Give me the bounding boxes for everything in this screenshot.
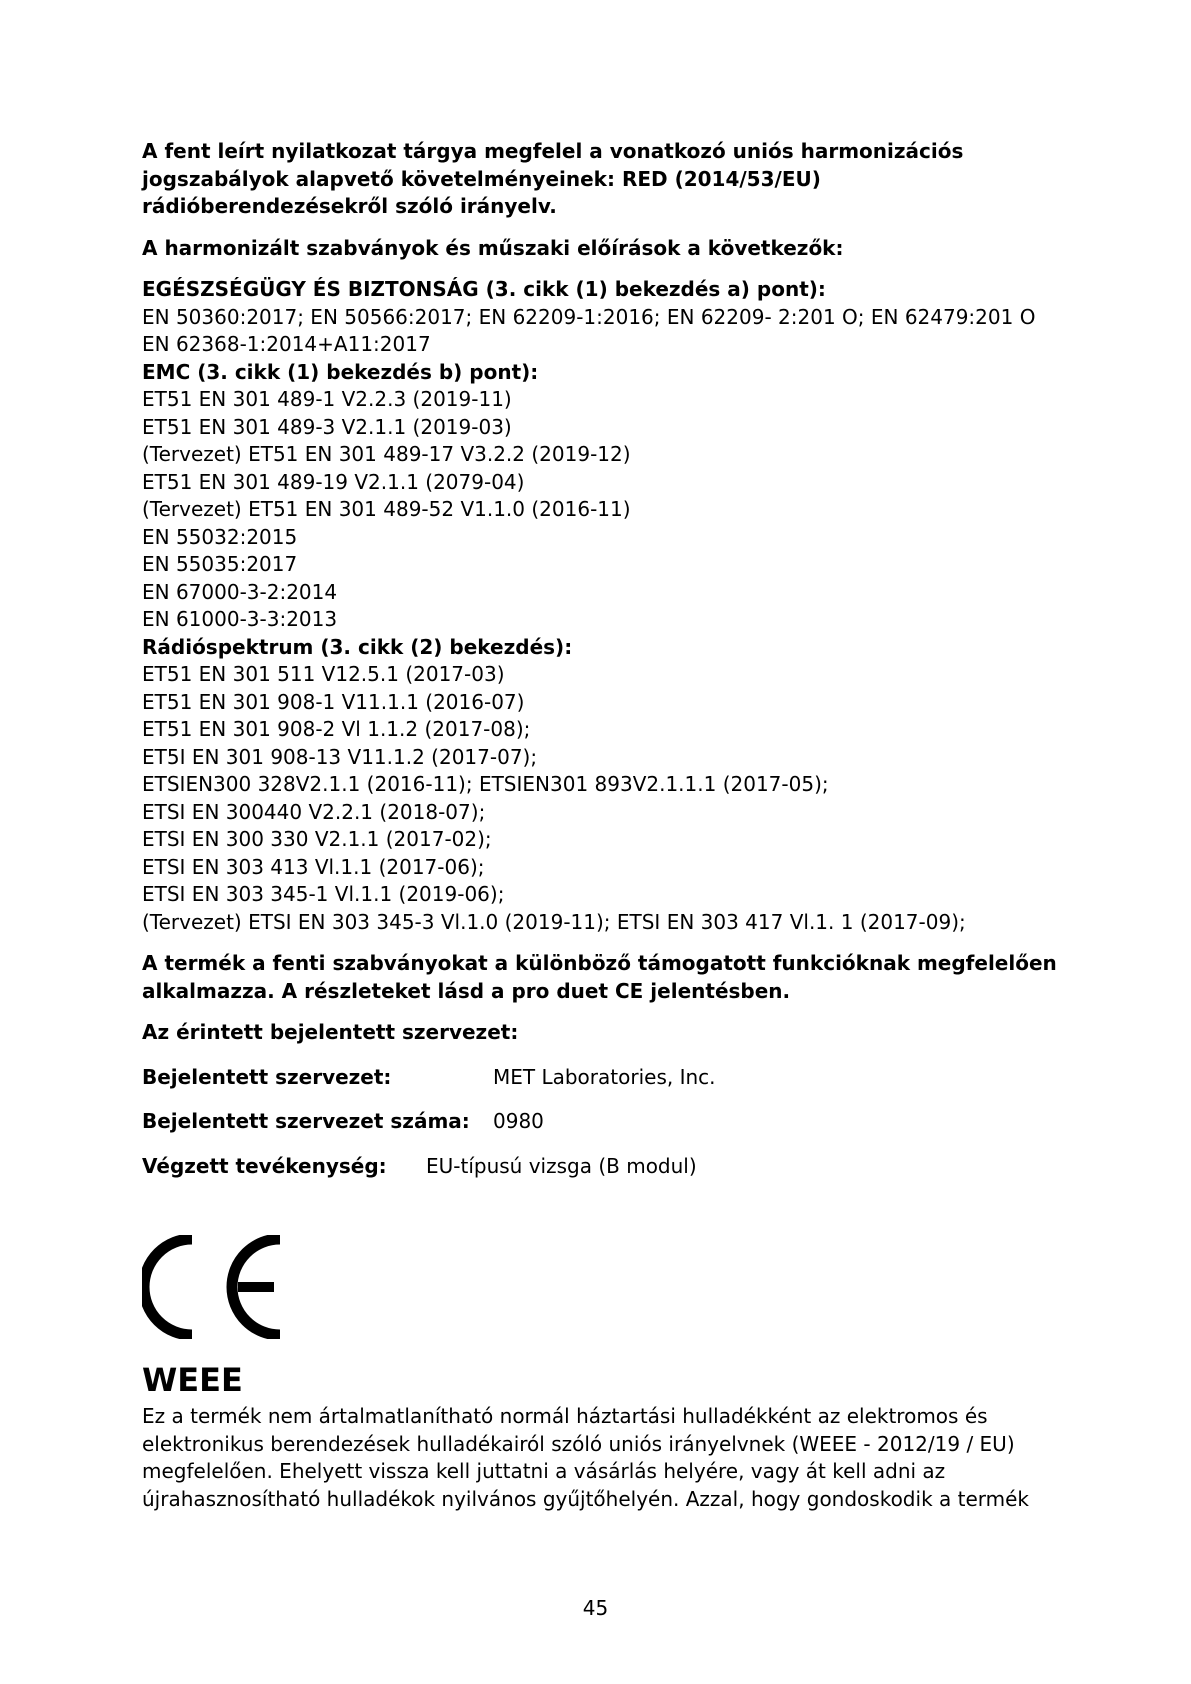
standard-line: ET51 EN 301 908-2 Vl 1.1.2 (2017-08); — [142, 717, 531, 741]
notified-number-value: 0980 — [493, 1109, 544, 1133]
radio-section — [142, 634, 1062, 937]
standard-line: ETSI EN 300 330 V2.1.1 (2017-02); — [142, 827, 492, 851]
notified-body-value: MET Laboratories, Inc. — [493, 1064, 716, 1089]
weee-line: megfelelően. Ehelyett vissza kell juttatni a vásárlás helyére, vagy át kell adni az — [142, 1459, 946, 1483]
standard-line: ETSIEN300 328V2.1.1 (2016-11); ETSIEN301 893V2.1.1.1 (2017-05); — [142, 772, 829, 796]
standard-line: ETSI EN 303 413 Vl.1.1 (2017-06); — [142, 854, 485, 879]
health-heading: EGÉSZSÉGÜGY ÉS BIZTONSÁG (3. cikk (1) bekezdés a) pont): — [142, 277, 826, 301]
weee-line: elektronikus berendezések hulladékairól szóló uniós irányelvnek (WEEE - 2012/19 / EU) — [142, 1431, 1015, 1456]
notified-body-label: Bejelentett szervezet: — [142, 1064, 392, 1089]
standard-line: EN 67000-3-2:2014 — [142, 579, 338, 604]
radio-heading: Rádióspektrum (3. cikk (2) bekezdés): — [142, 634, 573, 659]
intro-line: jogszabályok alapvető követelményeinek: RED (2014/53/EU) — [142, 166, 821, 191]
emc-section — [142, 359, 1062, 634]
standard-line: EN 50360:2017; EN 50566:2017; EN 62209-1:2016; EN 62209- 2:201 O; EN 62479:201 O — [142, 304, 1036, 329]
standard-line: ET51 EN 301 511 V12.5.1 (2017-03) — [142, 662, 505, 686]
standard-line: ETSI EN 300440 V2.2.1 (2018-07); — [142, 799, 486, 824]
standards-heading: A harmonizált szabványok és műszaki előírások a következők: — [142, 235, 844, 260]
weee-line: újrahasznosítható hulladékok nyilvános gyűjtőhelyén. Azzal, hogy gondoskodik a termék — [142, 1486, 1030, 1511]
health-section — [142, 276, 1062, 359]
notified-heading: Az érintett bejelentett szervezet: — [142, 1020, 519, 1044]
weee-section — [142, 1361, 1062, 1513]
standard-line: EN 55032:2015 — [142, 524, 298, 549]
applies-paragraph — [142, 950, 1062, 1005]
emc-heading: EMC (3. cikk (1) bekezdés b) pont): — [142, 359, 539, 384]
standard-line: ET51 EN 301 489-19 V2.1.1 (2079-04) — [142, 469, 525, 494]
intro-line: rádióberendezésekről szóló irányelv. — [142, 194, 557, 218]
notified-number-row — [142, 1108, 1062, 1136]
applies-line: A termék a fenti szabványokat a különböző támogatott funkcióknak megfelelően — [142, 951, 1057, 975]
ce-mark-icon — [142, 1235, 282, 1339]
standard-line: EN 61000-3-3:2013 — [142, 607, 338, 631]
standard-line: (Tervezet) ET51 EN 301 489-52 V1.1.0 (2016-11) — [142, 497, 631, 521]
standard-line: ET51 EN 301 489-3 V2.1.1 (2019-03) — [142, 414, 512, 439]
standard-line: (Tervezet) ET51 EN 301 489-17 V3.2.2 (2019-12) — [142, 442, 631, 466]
standard-line: EN 62368-1:2014+A11:2017 — [142, 332, 431, 356]
standard-line: ET51 EN 301 489-1 V2.2.3 (2019-11) — [142, 387, 512, 411]
standard-line: EN 55035:2017 — [142, 552, 298, 576]
standard-line: ET5I EN 301 908-13 V11.1.2 (2017-07); — [142, 744, 538, 769]
notified-body-row — [142, 1064, 1062, 1092]
standard-line: ET51 EN 301 908-1 V11.1.1 (2016-07) — [142, 689, 525, 714]
activity-value: EU-típusú vizsga (B modul) — [426, 1153, 697, 1178]
weee-title: WEEE — [142, 1361, 243, 1399]
intro-line: A fent leírt nyilatkozat tárgya megfelel a vonatkozó uniós harmonizációs — [142, 139, 964, 163]
standard-line: ETSI EN 303 345-1 Vl.1.1 (2019-06); — [142, 882, 505, 906]
document-page — [142, 138, 1062, 1513]
activity-label: Végzett tevékenység: — [142, 1153, 387, 1178]
weee-line: Ez a termék nem ártalmatlanítható normál háztartási hulladékként az elektromos és — [142, 1404, 988, 1428]
activity-row — [142, 1153, 1062, 1181]
intro-paragraph — [142, 138, 1062, 221]
standard-line: (Tervezet) ETSI EN 303 345-3 Vl.1.0 (2019-11); ETSI EN 303 417 Vl.1. 1 (2017-09); — [142, 909, 966, 934]
page-number: 45 — [582, 1596, 609, 1620]
applies-line: alkalmazza. A részleteket lásd a pro duet CE jelentésben. — [142, 978, 791, 1003]
notified-number-label: Bejelentett szervezet száma: — [142, 1109, 470, 1133]
